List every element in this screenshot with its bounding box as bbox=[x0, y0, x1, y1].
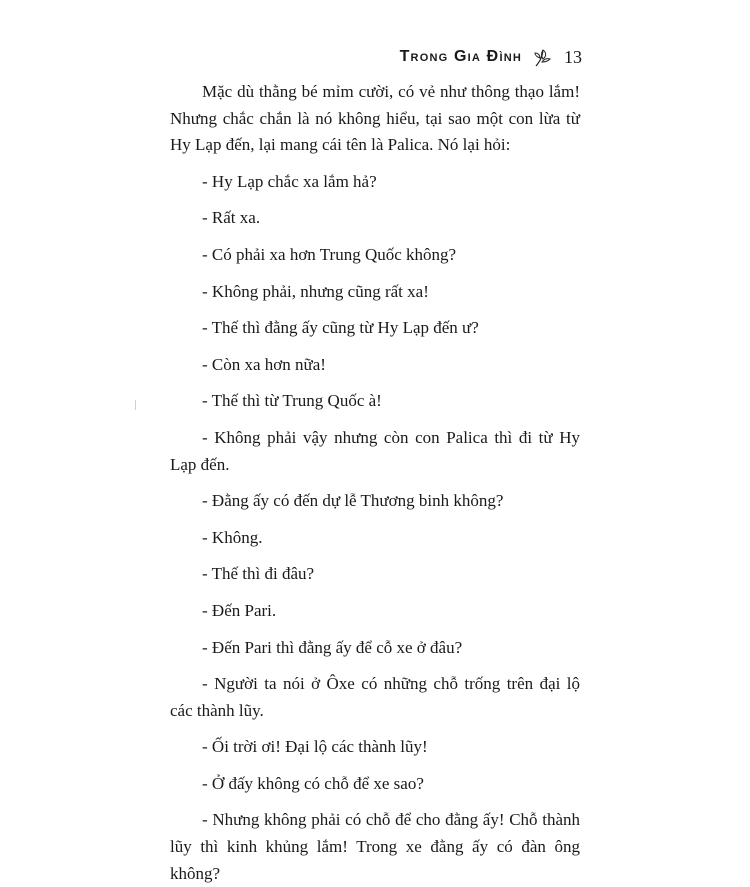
dialogue-line: - Thế thì đi đâu? bbox=[202, 564, 315, 584]
dialogue-line: - Rất xa. bbox=[202, 208, 261, 228]
dialogue-line: - Không phải, nhưng cũng rất xa! bbox=[202, 281, 429, 301]
dialogue-line: - Thế thì đằng ấy cũng từ Hy Lạp đến ư? bbox=[202, 318, 479, 338]
dialogue-line: - Đến Pari thì đằng ấy để cỗ xe ở đâu? bbox=[202, 637, 463, 657]
scan-mark bbox=[135, 400, 136, 410]
opening-paragraph: Mặc dù thằng bé mỉm cười, có vẻ như thông thạo lắm! Nhưng chắc chắn là nó không hiểu, tại sao một con lừa từ Hy Lạp đến, lại mang cái tên là Palica. Nó lại hỏi: bbox=[170, 82, 580, 155]
dialogue-line: - Đến Pari. bbox=[202, 600, 277, 620]
dialogue-line: - Nhưng không phải có chỗ để cho đằng ấy! Chỗ thành lũy thì kinh khủng lắm! Trong xe đằng ấy có đàn ông không? bbox=[170, 810, 580, 883]
page-header bbox=[400, 46, 582, 68]
page-number: 13 bbox=[564, 46, 582, 67]
dialogue-line: - Đằng ấy có đến dự lễ Thương binh không? bbox=[202, 491, 504, 511]
body-text bbox=[170, 79, 580, 887]
leaf-icon bbox=[532, 46, 554, 68]
dialogue-line: - Hy Lạp chắc xa lắm hả? bbox=[202, 171, 377, 191]
dialogue-line: - Ối trời ơi! Đại lộ các thành lũy! bbox=[202, 737, 428, 757]
dialogue-line: - Còn xa hơn nữa! bbox=[202, 354, 326, 374]
dialogue-line: - Không. bbox=[202, 527, 263, 547]
dialogue-line: - Không phải vậy nhưng còn con Palica thì đi từ Hy Lạp đến. bbox=[170, 427, 580, 474]
dialogue-line: - Có phải xa hơn Trung Quốc không? bbox=[202, 244, 457, 264]
dialogue-line: - Ở đấy không có chỗ để xe sao? bbox=[202, 773, 424, 793]
dialogue-line: - Thế thì từ Trung Quốc à! bbox=[202, 391, 382, 411]
running-title: Trong Gia Đình bbox=[399, 48, 522, 65]
dialogue-line: - Người ta nói ở Ôxe có những chỗ trống trên đại lộ các thành lũy. bbox=[170, 674, 580, 720]
